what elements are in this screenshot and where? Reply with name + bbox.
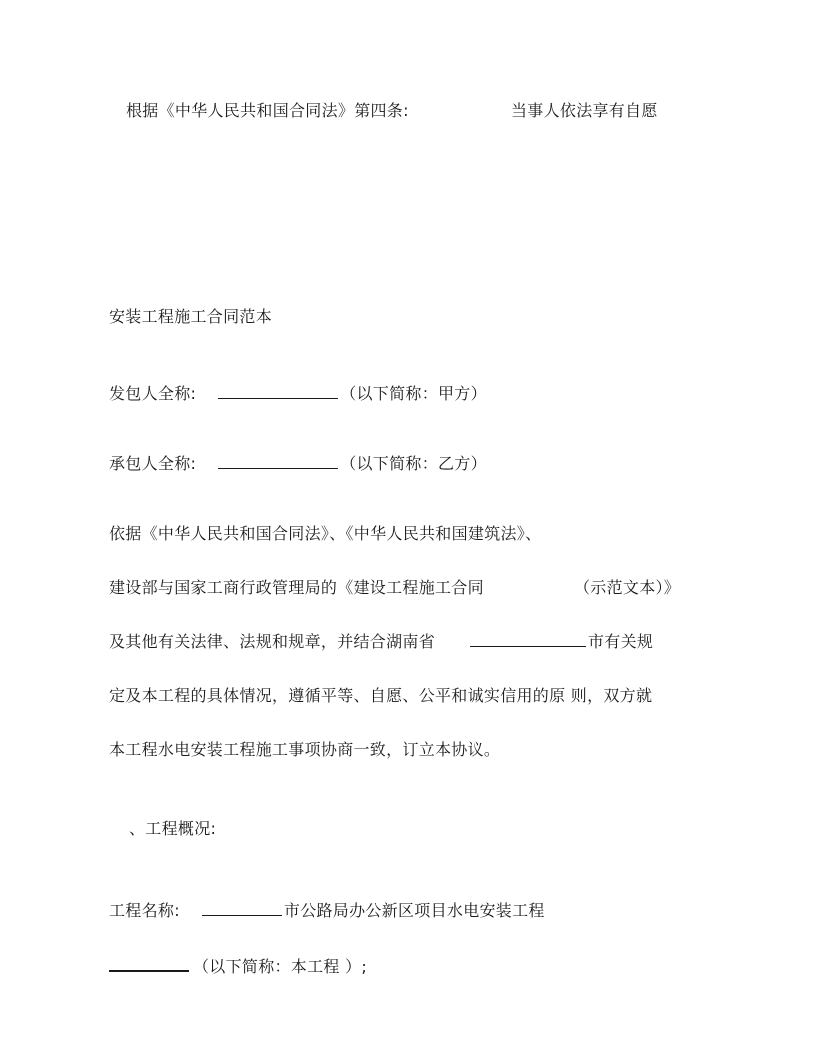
contractor-suffix: （以下简称：乙方） [340, 454, 487, 473]
paragraph-line-4 [109, 686, 652, 706]
project-alias-text: （以下简称：本工程 ）; [193, 957, 368, 976]
paragraph-line-3-text-b: 市有关规 [588, 632, 654, 651]
project-alias-line [109, 956, 367, 977]
employer-line [109, 384, 487, 404]
section-1-heading-text: 、工程概况: [129, 819, 217, 838]
project-alias-blank [109, 956, 189, 972]
contractor-label: 承包人全称: [109, 454, 197, 473]
paragraph-line-3-text-a: 及其他有关法律、法规和规章，并结合湖南省 [109, 632, 436, 651]
paragraph-line-2-right [574, 578, 680, 598]
project-name-text: 市公路局办公新区项目水电安装工程 [283, 901, 545, 920]
paragraph-line-3-right [470, 632, 653, 652]
title-text: 安装工程施工合同范本 [109, 307, 273, 326]
section-1-heading [129, 819, 216, 839]
employer-name-blank [218, 384, 338, 399]
paragraph-line-1 [109, 524, 541, 544]
header-line [126, 101, 409, 121]
contractor-name-blank [218, 454, 338, 469]
project-name-line [109, 901, 545, 921]
project-prefix-blank [202, 901, 282, 916]
paragraph-line-4-text: 定及本工程的具体情况，遵循平等、自愿、公平和诚实信用的原 则，双方就 [109, 686, 653, 705]
header-right-line [511, 101, 658, 121]
paragraph-line-1-text: 依据《中华人民共和国合同法》、《中华人民共和国建筑法》、 [109, 524, 542, 543]
paragraph-line-2-text-a: 建设部与国家工商行政管理局的《建设工程施工合同 [109, 578, 484, 597]
employer-label: 发包人全称: [109, 384, 197, 403]
project-name-label: 工程名称: [109, 901, 180, 920]
contractor-line [109, 454, 487, 474]
paragraph-line-3 [109, 632, 435, 652]
paragraph-line-5 [109, 740, 500, 760]
header-right-text: 当事人依法享有自愿 [511, 101, 658, 120]
document-title [109, 307, 272, 327]
header-left-text: 根据《中华人民共和国合同法》第四条: [126, 101, 409, 120]
paragraph-line-2 [109, 578, 484, 598]
paragraph-line-2-text-b: （示范文本）》 [574, 578, 681, 597]
paragraph-line-5-text: 本工程水电安装工程施工事项协商一致，订立本协议。 [109, 740, 501, 759]
city-blank [470, 632, 586, 647]
employer-suffix: （以下简称：甲方） [340, 384, 487, 403]
